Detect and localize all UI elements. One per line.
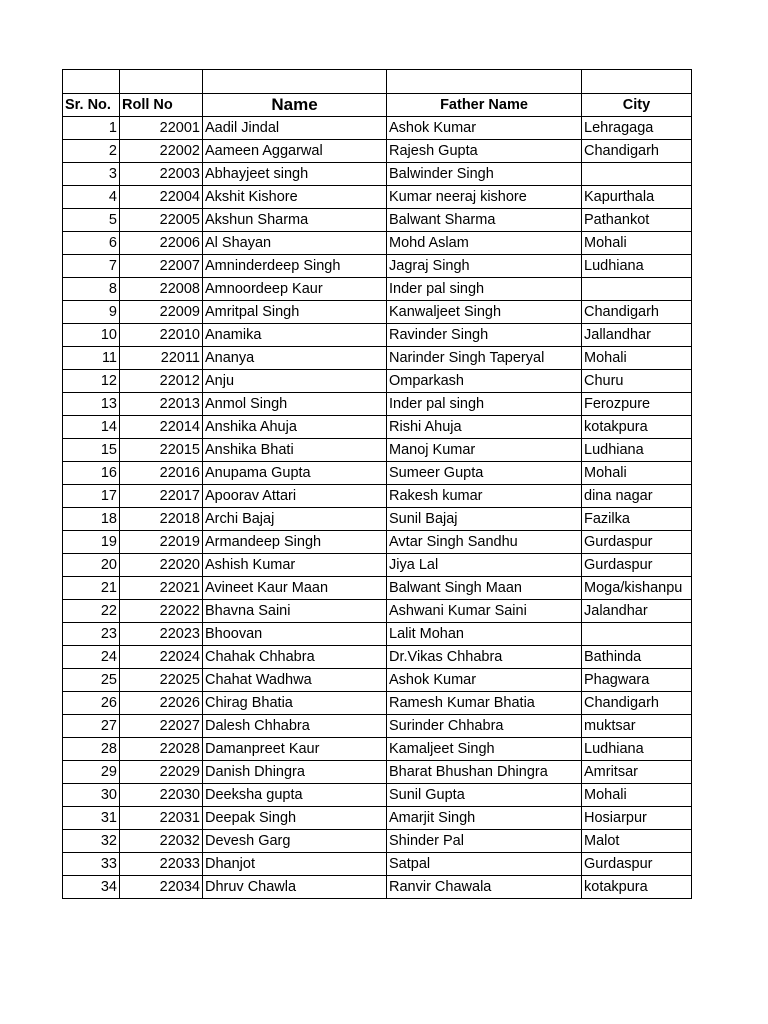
father-name-cell: Avtar Singh Sandhu bbox=[387, 531, 582, 554]
city-cell: Moga/kishanpu bbox=[582, 577, 692, 600]
father-name-cell: Ashok Kumar bbox=[387, 669, 582, 692]
table-row bbox=[63, 209, 692, 232]
father-name-cell: Bharat Bhushan Dhingra bbox=[387, 761, 582, 784]
name-cell: Amninderdeep Singh bbox=[203, 255, 387, 278]
roll-no-cell: 22008 bbox=[120, 278, 203, 301]
sr-no-cell: 31 bbox=[63, 807, 120, 830]
sr-no-cell: 17 bbox=[63, 485, 120, 508]
name-cell: Anmol Singh bbox=[203, 393, 387, 416]
city-cell: Jallandhar bbox=[582, 324, 692, 347]
table-row bbox=[63, 531, 692, 554]
father-name-cell: Dr.Vikas Chhabra bbox=[387, 646, 582, 669]
roll-no-cell: 22025 bbox=[120, 669, 203, 692]
city-cell bbox=[582, 163, 692, 186]
city-cell: Gurdaspur bbox=[582, 531, 692, 554]
city-cell: Phagwara bbox=[582, 669, 692, 692]
father-name-cell: Mohd Aslam bbox=[387, 232, 582, 255]
roll-no-cell: 22029 bbox=[120, 761, 203, 784]
roll-no-cell: 22034 bbox=[120, 876, 203, 899]
name-cell: Archi Bajaj bbox=[203, 508, 387, 531]
name-cell: Deepak Singh bbox=[203, 807, 387, 830]
sr-no-cell: 12 bbox=[63, 370, 120, 393]
table-row bbox=[63, 876, 692, 899]
sr-no-cell: 15 bbox=[63, 439, 120, 462]
roll-no-cell: 22026 bbox=[120, 692, 203, 715]
name-cell: Anju bbox=[203, 370, 387, 393]
roll-no-cell: 22019 bbox=[120, 531, 203, 554]
name-cell: Bhavna Saini bbox=[203, 600, 387, 623]
sr-no-cell: 16 bbox=[63, 462, 120, 485]
name-cell: Avineet Kaur Maan bbox=[203, 577, 387, 600]
sr-no-cell: 4 bbox=[63, 186, 120, 209]
father-name-cell: Sunil Gupta bbox=[387, 784, 582, 807]
father-name-cell: Balwant Sharma bbox=[387, 209, 582, 232]
table-row bbox=[63, 807, 692, 830]
roll-no-cell: 22017 bbox=[120, 485, 203, 508]
name-cell: Amritpal Singh bbox=[203, 301, 387, 324]
roll-no-cell: 22014 bbox=[120, 416, 203, 439]
roll-no-cell: 22033 bbox=[120, 853, 203, 876]
father-name-cell: Ravinder Singh bbox=[387, 324, 582, 347]
father-name-cell: Jiya Lal bbox=[387, 554, 582, 577]
roll-no-cell: 22024 bbox=[120, 646, 203, 669]
father-name-cell: Omparkash bbox=[387, 370, 582, 393]
table-row bbox=[63, 393, 692, 416]
sr-no-cell: 5 bbox=[63, 209, 120, 232]
city-cell: Ludhiana bbox=[582, 738, 692, 761]
table-row bbox=[63, 347, 692, 370]
table-row bbox=[63, 646, 692, 669]
name-cell: Devesh Garg bbox=[203, 830, 387, 853]
sr-no-cell: 9 bbox=[63, 301, 120, 324]
table-row bbox=[63, 508, 692, 531]
sr-no-cell: 30 bbox=[63, 784, 120, 807]
city-cell: Amritsar bbox=[582, 761, 692, 784]
table-row bbox=[63, 163, 692, 186]
sr-no-cell: 2 bbox=[63, 140, 120, 163]
city-cell: dina nagar bbox=[582, 485, 692, 508]
name-cell: Akshit Kishore bbox=[203, 186, 387, 209]
city-cell bbox=[582, 278, 692, 301]
table-row bbox=[63, 416, 692, 439]
table-row bbox=[63, 577, 692, 600]
father-name-cell: Amarjit Singh bbox=[387, 807, 582, 830]
roll-no-cell: 22016 bbox=[120, 462, 203, 485]
city-cell: Ferozpure bbox=[582, 393, 692, 416]
student-list-table bbox=[62, 69, 692, 899]
father-name-cell: Lalit Mohan bbox=[387, 623, 582, 646]
table-row bbox=[63, 301, 692, 324]
city-cell: Bathinda bbox=[582, 646, 692, 669]
name-cell: Ashish Kumar bbox=[203, 554, 387, 577]
sr-no-cell: 18 bbox=[63, 508, 120, 531]
roll-no-cell: 22003 bbox=[120, 163, 203, 186]
name-cell: Amnoordeep Kaur bbox=[203, 278, 387, 301]
name-cell: Anamika bbox=[203, 324, 387, 347]
city-cell: Fazilka bbox=[582, 508, 692, 531]
father-name-cell: Balwinder Singh bbox=[387, 163, 582, 186]
city-cell: kotakpura bbox=[582, 876, 692, 899]
father-name-cell: Ashwani Kumar Saini bbox=[387, 600, 582, 623]
city-cell: Mohali bbox=[582, 462, 692, 485]
blank-cell bbox=[387, 70, 582, 94]
roll-no-cell: 22002 bbox=[120, 140, 203, 163]
city-cell: Chandigarh bbox=[582, 692, 692, 715]
city-cell: Hosiarpur bbox=[582, 807, 692, 830]
father-name-cell: Rajesh Gupta bbox=[387, 140, 582, 163]
header-name: Name bbox=[203, 94, 387, 117]
name-cell: Danish Dhingra bbox=[203, 761, 387, 784]
city-cell: Ludhiana bbox=[582, 439, 692, 462]
city-cell: Pathankot bbox=[582, 209, 692, 232]
name-cell: Akshun Sharma bbox=[203, 209, 387, 232]
blank-cell bbox=[203, 70, 387, 94]
sr-no-cell: 11 bbox=[63, 347, 120, 370]
name-cell: Dhruv Chawla bbox=[203, 876, 387, 899]
city-cell: Jalandhar bbox=[582, 600, 692, 623]
name-cell: Apoorav Attari bbox=[203, 485, 387, 508]
table-row bbox=[63, 692, 692, 715]
city-cell: Gurdaspur bbox=[582, 853, 692, 876]
name-cell: Deeksha gupta bbox=[203, 784, 387, 807]
name-cell: Dhanjot bbox=[203, 853, 387, 876]
father-name-cell: Jagraj Singh bbox=[387, 255, 582, 278]
sr-no-cell: 25 bbox=[63, 669, 120, 692]
sr-no-cell: 23 bbox=[63, 623, 120, 646]
header-father-name: Father Name bbox=[387, 94, 582, 117]
father-name-cell: Rishi Ahuja bbox=[387, 416, 582, 439]
roll-no-cell: 22013 bbox=[120, 393, 203, 416]
father-name-cell: Kamaljeet Singh bbox=[387, 738, 582, 761]
name-cell: Chirag Bhatia bbox=[203, 692, 387, 715]
name-cell: Armandeep Singh bbox=[203, 531, 387, 554]
table-row bbox=[63, 738, 692, 761]
city-cell: kotakpura bbox=[582, 416, 692, 439]
name-cell: Dalesh Chhabra bbox=[203, 715, 387, 738]
father-name-cell: Inder pal singh bbox=[387, 278, 582, 301]
sr-no-cell: 3 bbox=[63, 163, 120, 186]
father-name-cell: Rakesh kumar bbox=[387, 485, 582, 508]
table-row bbox=[63, 600, 692, 623]
header-roll-no: Roll No bbox=[120, 94, 203, 117]
sr-no-cell: 6 bbox=[63, 232, 120, 255]
sr-no-cell: 19 bbox=[63, 531, 120, 554]
city-cell: Chandigarh bbox=[582, 301, 692, 324]
name-cell: Chahat Wadhwa bbox=[203, 669, 387, 692]
table-row bbox=[63, 186, 692, 209]
sr-no-cell: 22 bbox=[63, 600, 120, 623]
roll-no-cell: 22005 bbox=[120, 209, 203, 232]
sr-no-cell: 28 bbox=[63, 738, 120, 761]
sr-no-cell: 27 bbox=[63, 715, 120, 738]
city-cell: Ludhiana bbox=[582, 255, 692, 278]
name-cell: Anshika Bhati bbox=[203, 439, 387, 462]
table-row bbox=[63, 324, 692, 347]
city-cell: Mohali bbox=[582, 232, 692, 255]
father-name-cell: Ramesh Kumar Bhatia bbox=[387, 692, 582, 715]
table-row bbox=[63, 255, 692, 278]
city-cell: Kapurthala bbox=[582, 186, 692, 209]
header-row bbox=[63, 94, 692, 117]
city-cell: Chandigarh bbox=[582, 140, 692, 163]
name-cell: Al Shayan bbox=[203, 232, 387, 255]
city-cell: Lehragaga bbox=[582, 117, 692, 140]
table-body bbox=[63, 117, 692, 899]
roll-no-cell: 22011 bbox=[120, 347, 203, 370]
city-cell: Gurdaspur bbox=[582, 554, 692, 577]
father-name-cell: Surinder Chhabra bbox=[387, 715, 582, 738]
sr-no-cell: 1 bbox=[63, 117, 120, 140]
name-cell: Aadil Jindal bbox=[203, 117, 387, 140]
city-cell bbox=[582, 623, 692, 646]
sr-no-cell: 20 bbox=[63, 554, 120, 577]
sr-no-cell: 33 bbox=[63, 853, 120, 876]
father-name-cell: Kumar neeraj kishore bbox=[387, 186, 582, 209]
blank-cell bbox=[582, 70, 692, 94]
father-name-cell: Sunil Bajaj bbox=[387, 508, 582, 531]
roll-no-cell: 22006 bbox=[120, 232, 203, 255]
roll-no-cell: 22023 bbox=[120, 623, 203, 646]
father-name-cell: Inder pal singh bbox=[387, 393, 582, 416]
sr-no-cell: 13 bbox=[63, 393, 120, 416]
sr-no-cell: 24 bbox=[63, 646, 120, 669]
sr-no-cell: 26 bbox=[63, 692, 120, 715]
roll-no-cell: 22004 bbox=[120, 186, 203, 209]
roll-no-cell: 22031 bbox=[120, 807, 203, 830]
roll-no-cell: 22012 bbox=[120, 370, 203, 393]
roll-no-cell: 22027 bbox=[120, 715, 203, 738]
table-row bbox=[63, 278, 692, 301]
father-name-cell: Satpal bbox=[387, 853, 582, 876]
table-row bbox=[63, 370, 692, 393]
father-name-cell: Ranvir Chawala bbox=[387, 876, 582, 899]
table-row bbox=[63, 784, 692, 807]
table-row bbox=[63, 554, 692, 577]
roll-no-cell: 22022 bbox=[120, 600, 203, 623]
table-row bbox=[63, 232, 692, 255]
table-row bbox=[63, 462, 692, 485]
table-row bbox=[63, 623, 692, 646]
father-name-cell: Kanwaljeet Singh bbox=[387, 301, 582, 324]
roll-no-cell: 22018 bbox=[120, 508, 203, 531]
father-name-cell: Manoj Kumar bbox=[387, 439, 582, 462]
father-name-cell: Narinder Singh Taperyal bbox=[387, 347, 582, 370]
roll-no-cell: 22020 bbox=[120, 554, 203, 577]
father-name-cell: Shinder Pal bbox=[387, 830, 582, 853]
roll-no-cell: 22001 bbox=[120, 117, 203, 140]
roll-no-cell: 22030 bbox=[120, 784, 203, 807]
table-row bbox=[63, 140, 692, 163]
name-cell: Chahak Chhabra bbox=[203, 646, 387, 669]
city-cell: Malot bbox=[582, 830, 692, 853]
table-row bbox=[63, 853, 692, 876]
roll-no-cell: 22015 bbox=[120, 439, 203, 462]
roll-no-cell: 22007 bbox=[120, 255, 203, 278]
roll-no-cell: 22009 bbox=[120, 301, 203, 324]
name-cell: Aameen Aggarwal bbox=[203, 140, 387, 163]
city-cell: Mohali bbox=[582, 347, 692, 370]
sr-no-cell: 32 bbox=[63, 830, 120, 853]
table-row bbox=[63, 117, 692, 140]
table-row bbox=[63, 485, 692, 508]
sr-no-cell: 14 bbox=[63, 416, 120, 439]
roll-no-cell: 22021 bbox=[120, 577, 203, 600]
father-name-cell: Ashok Kumar bbox=[387, 117, 582, 140]
roll-no-cell: 22028 bbox=[120, 738, 203, 761]
name-cell: Abhayjeet singh bbox=[203, 163, 387, 186]
city-cell: Mohali bbox=[582, 784, 692, 807]
blank-row bbox=[63, 70, 692, 94]
city-cell: muktsar bbox=[582, 715, 692, 738]
city-cell: Churu bbox=[582, 370, 692, 393]
roll-no-cell: 22032 bbox=[120, 830, 203, 853]
sr-no-cell: 7 bbox=[63, 255, 120, 278]
sr-no-cell: 21 bbox=[63, 577, 120, 600]
father-name-cell: Balwant Singh Maan bbox=[387, 577, 582, 600]
father-name-cell: Sumeer Gupta bbox=[387, 462, 582, 485]
table-row bbox=[63, 830, 692, 853]
table-row bbox=[63, 715, 692, 738]
sr-no-cell: 10 bbox=[63, 324, 120, 347]
sr-no-cell: 8 bbox=[63, 278, 120, 301]
name-cell: Anupama Gupta bbox=[203, 462, 387, 485]
blank-cell bbox=[63, 70, 120, 94]
name-cell: Damanpreet Kaur bbox=[203, 738, 387, 761]
sr-no-cell: 34 bbox=[63, 876, 120, 899]
header-city: City bbox=[582, 94, 692, 117]
roll-no-cell: 22010 bbox=[120, 324, 203, 347]
name-cell: Anshika Ahuja bbox=[203, 416, 387, 439]
table-row bbox=[63, 761, 692, 784]
table-row bbox=[63, 669, 692, 692]
name-cell: Ananya bbox=[203, 347, 387, 370]
sr-no-cell: 29 bbox=[63, 761, 120, 784]
name-cell: Bhoovan bbox=[203, 623, 387, 646]
header-sr-no: Sr. No. bbox=[63, 94, 120, 117]
blank-cell bbox=[120, 70, 203, 94]
table-row bbox=[63, 439, 692, 462]
